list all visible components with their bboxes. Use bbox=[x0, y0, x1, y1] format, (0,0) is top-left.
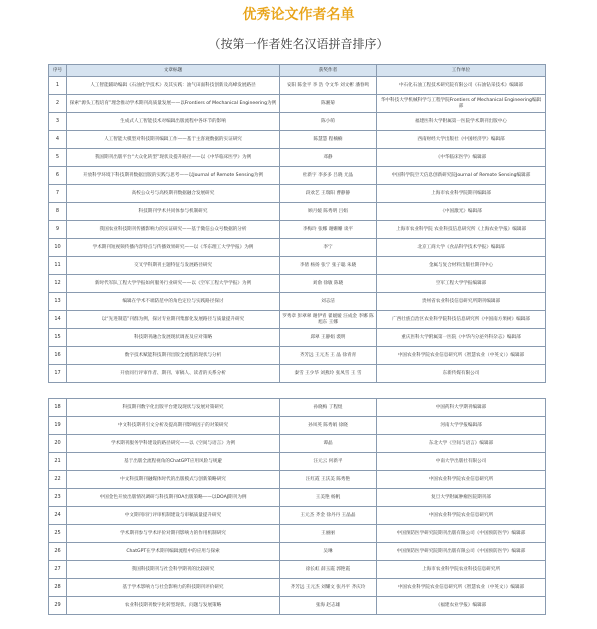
row-number: 3 bbox=[49, 113, 67, 131]
row-paper-title: 探索“源头工程培育”理念推动学术期刊高质量发展——以Frontiers of Mechanical Engineering为例 bbox=[67, 95, 280, 113]
row-authors: 邓静 bbox=[280, 149, 377, 167]
row-unit: 中南大学出版社有限公司 bbox=[377, 453, 546, 471]
authors-table-part-2 bbox=[48, 398, 546, 615]
row-number: 17 bbox=[49, 365, 67, 383]
row-authors: 吴琳 bbox=[280, 543, 377, 561]
table-row bbox=[49, 489, 546, 507]
row-number: 7 bbox=[49, 185, 67, 203]
header-title: 文章标题 bbox=[67, 65, 280, 77]
row-unit: 中国科学院空天信息创新研究院Journal of Remote Sensing编辑部 bbox=[377, 167, 546, 185]
row-authors: 李倩 杨扬 张宁 张子聪 朱晓 bbox=[280, 257, 377, 275]
row-authors: 陈慧慧 程楠楠 bbox=[280, 131, 377, 149]
row-unit: 中国药科大学期刊编辑部 bbox=[377, 399, 546, 417]
table-row bbox=[49, 417, 546, 435]
row-authors: 陈湘菊 bbox=[280, 95, 377, 113]
row-number: 26 bbox=[49, 543, 67, 561]
table-row bbox=[49, 131, 546, 149]
row-unit: 中国预防医学研究院期刊出版有限公司《中国预防医学》编辑部 bbox=[377, 525, 546, 543]
row-unit: 中国预防医学研究院期刊出版有限公司《中国预防医学》编辑部 bbox=[377, 543, 546, 561]
row-paper-title: 开放同行评审作者、期刊、审稿人、读者的关系分析 bbox=[67, 365, 280, 383]
row-paper-title: 新时代军队工程大学学报如何服务行业研究——以《空军工程大学学报》为例 bbox=[67, 275, 280, 293]
row-paper-title: 高校公众号与高校期刊数据融合发展研究 bbox=[67, 185, 280, 203]
authors-table-part-1 bbox=[48, 64, 546, 383]
row-unit: 《中国激光》编辑部 bbox=[377, 203, 546, 221]
row-paper-title: 科技期刊融合发展现状调查及应对策略 bbox=[67, 329, 280, 347]
row-unit: 中国农业科学院农业信息研究所 bbox=[377, 471, 546, 489]
row-unit: 中石化石油工程技术研究院有限公司《石油钻采技术》编辑部 bbox=[377, 77, 546, 95]
table-row bbox=[49, 597, 546, 615]
row-paper-title: 学术期刊服务学科建设的路径研究——以《空间与语言》为例 bbox=[67, 435, 280, 453]
row-unit: 广西壮族自治区农业科学院科技信息研究所《中国南方果树》编辑部 bbox=[377, 311, 546, 329]
row-number: 11 bbox=[49, 257, 67, 275]
row-authors: 陈小萌 bbox=[280, 113, 377, 131]
row-unit: 上海市农业科学院期刊编辑部 bbox=[377, 185, 546, 203]
row-unit: 东新传媒有限公司 bbox=[377, 365, 546, 383]
header-number: 序号 bbox=[49, 65, 67, 77]
row-paper-title: 中国金色开放出版情况调研与科技期刊OA出版策略——以DOAJ期刊为例 bbox=[67, 489, 280, 507]
row-unit: 贵州省农业科技信息研究所期刊编辑部 bbox=[377, 293, 546, 311]
row-number: 27 bbox=[49, 561, 67, 579]
row-paper-title: 基于学术影响力与社会影响力的科技期刊评价研究 bbox=[67, 579, 280, 597]
table-row bbox=[49, 95, 546, 113]
row-number: 9 bbox=[49, 221, 67, 239]
row-paper-title: 科技期刊学术共同体参与机制研究 bbox=[67, 203, 280, 221]
table-row bbox=[49, 257, 546, 275]
row-authors: 李梅玲 张娜 谢姗姗 谈平 bbox=[280, 221, 377, 239]
row-paper-title: 编辑在学术不端防范中的角色定位与实践路径探讨 bbox=[67, 293, 280, 311]
row-number: 2 bbox=[49, 95, 67, 113]
row-paper-title: 农业科技期刊数字化转型现状、问题与发展策略 bbox=[67, 597, 280, 615]
row-unit: 金属与复合材料出版社期刊中心 bbox=[377, 257, 546, 275]
row-unit: 《福建农业学报》编辑部 bbox=[377, 597, 546, 615]
row-number: 8 bbox=[49, 203, 67, 221]
table-row bbox=[49, 221, 546, 239]
table-header-row bbox=[49, 65, 546, 77]
row-number: 21 bbox=[49, 453, 67, 471]
row-number: 16 bbox=[49, 347, 67, 365]
row-authors: 李宁 bbox=[280, 239, 377, 257]
row-unit: 西南财经大学出版社《中国经济学》编辑部 bbox=[377, 131, 546, 149]
row-authors: 孙凤英 陈秀娟 徐晓 bbox=[280, 417, 377, 435]
table-row bbox=[49, 185, 546, 203]
row-authors: 安阳 陈金平 李 浩 令文华 刘文彬 潘春鸣 bbox=[280, 77, 377, 95]
row-paper-title: 人工智能大模型对科技期刊编辑工作——基于主客观数据的实证研究 bbox=[67, 131, 280, 149]
row-authors: 王美艳 杨帆 bbox=[280, 489, 377, 507]
row-authors: 刘志洁 bbox=[280, 293, 377, 311]
header-unit: 工作单位 bbox=[377, 65, 546, 77]
row-authors: 汪红霞 王沃美 陈秀艳 bbox=[280, 471, 377, 489]
row-paper-title: 交叉学科期刊主题特征与发展路径研究 bbox=[67, 257, 280, 275]
row-paper-title: 生成式人工智能技术对编辑出版流程中各环节的影响 bbox=[67, 113, 280, 131]
row-authors: 齐芳远 王元杰 王 晶 徐青青 bbox=[280, 347, 377, 365]
row-authors: 邱翠 王静娟 裘明 bbox=[280, 329, 377, 347]
page-title: 优秀论文作者名单 bbox=[242, 7, 355, 23]
row-unit: 中国农业科学院农业信息研究所《智慧农业（中英文）》编辑部 bbox=[377, 347, 546, 365]
row-unit: 上海市农业科学院农业科技信息研究所 bbox=[377, 561, 546, 579]
row-number: 24 bbox=[49, 507, 67, 525]
row-number: 13 bbox=[49, 293, 67, 311]
row-unit: 福建医科大学附属第一医院学术期刊出版中心 bbox=[377, 113, 546, 131]
row-number: 23 bbox=[49, 489, 67, 507]
row-number: 25 bbox=[49, 525, 67, 543]
table-row bbox=[49, 275, 546, 293]
table-row bbox=[49, 293, 546, 311]
row-number: 19 bbox=[49, 417, 67, 435]
row-unit: 河南大学学报编辑部 bbox=[377, 417, 546, 435]
row-unit: 复旦大学附属肿瘤医院期刊部 bbox=[377, 489, 546, 507]
row-paper-title: 以“先进制造”刊群为例，探讨专业期刊集群化发展路径与质量提升研究 bbox=[67, 311, 280, 329]
row-number: 15 bbox=[49, 329, 67, 347]
row-number: 14 bbox=[49, 311, 67, 329]
row-paper-title: 数字技术赋能科技期刊出版全流程的现状与分析 bbox=[67, 347, 280, 365]
table-row bbox=[49, 149, 546, 167]
table-row bbox=[49, 311, 546, 329]
row-number: 18 bbox=[49, 399, 67, 417]
row-number: 29 bbox=[49, 597, 67, 615]
row-authors: 王元杰 齐金 徐丹丹 王晶晶 bbox=[280, 507, 377, 525]
row-unit: 华中科技大学机械科学与工程学院Frontiers of Mechanical Engineering编辑部 bbox=[377, 95, 546, 113]
row-authors: 罗秀章 彭翠翠 谢伊青 翟媛媛 汪成金 李娜 陈旭东 王娜 bbox=[280, 311, 377, 329]
table-row bbox=[49, 77, 546, 95]
row-paper-title: 基于出版全流程视角的ChatGPT应用风险与规避 bbox=[67, 453, 280, 471]
row-authors: 徐长虹 薛玉霞 郭艳霞 bbox=[280, 561, 377, 579]
row-paper-title: 开放科学环境下科技期刊数据出版的实践与思考——以Journal of Remote Sensing为例 bbox=[67, 167, 280, 185]
table-row bbox=[49, 203, 546, 221]
row-unit: 中国农业科学院农业信息研究所《智慧农业（中英文）》编辑部 bbox=[377, 579, 546, 597]
row-number: 6 bbox=[49, 167, 67, 185]
row-authors: 张海 赵志雄 bbox=[280, 597, 377, 615]
row-authors: 齐芳远 王元杰 刘耀文 张丹平 齐庆玲 bbox=[280, 579, 377, 597]
table-row bbox=[49, 543, 546, 561]
row-authors: 顾月媛 陈秀明 吕娟 bbox=[280, 203, 377, 221]
row-authors: 汪元云 何新平 bbox=[280, 453, 377, 471]
row-paper-title: 中文期刊同行评审机制建设与审稿质量提升研究 bbox=[67, 507, 280, 525]
table-row bbox=[49, 167, 546, 185]
table-row bbox=[49, 561, 546, 579]
row-number: 4 bbox=[49, 131, 67, 149]
row-authors: 王丽丽 bbox=[280, 525, 377, 543]
row-paper-title: ChatGPT在学术期刊编辑流程中的应用与探索 bbox=[67, 543, 280, 561]
row-authors: 刘俞 徐敏 陈晓 bbox=[280, 275, 377, 293]
row-number: 20 bbox=[49, 435, 67, 453]
row-unit: 空军工程大学学报编辑部 bbox=[377, 275, 546, 293]
row-authors: 杜新宇 李多多 吕晓 尤晶 bbox=[280, 167, 377, 185]
table-row bbox=[49, 525, 546, 543]
row-unit: 重庆医科大学附属第一医院《中华内分泌外科杂志》编辑部 bbox=[377, 329, 546, 347]
row-number: 28 bbox=[49, 579, 67, 597]
row-number: 12 bbox=[49, 275, 67, 293]
table-row bbox=[49, 453, 546, 471]
row-paper-title: 学术期刊短视频传播内容特点与传播效果研究——以《华东理工大学学报》为例 bbox=[67, 239, 280, 257]
row-unit: 东北大学《空间与语言》编辑部 bbox=[377, 435, 546, 453]
row-authors: 段欢艺 王瑞阳 曹静静 bbox=[280, 185, 377, 203]
table-row bbox=[49, 239, 546, 257]
row-number: 1 bbox=[49, 77, 67, 95]
row-paper-title: 中文科技期刊融媒体时代的出版模式与创新策略研究 bbox=[67, 471, 280, 489]
page-subtitle: （按第一作者姓名汉语拼音排序） bbox=[208, 37, 389, 51]
row-paper-title: 中文科技期刊引文分析及提高期刊影响因子的对策研究 bbox=[67, 417, 280, 435]
row-authors: 孙晓梅 丁程煜 bbox=[280, 399, 377, 417]
table-row bbox=[49, 435, 546, 453]
table-row bbox=[49, 579, 546, 597]
row-number: 10 bbox=[49, 239, 67, 257]
row-paper-title: 科技期刊数字化出版平台建设现状与发展对策研究 bbox=[67, 399, 280, 417]
row-unit: 北京工商大学《食品科学技术学报》编辑部 bbox=[377, 239, 546, 257]
table-row bbox=[49, 399, 546, 417]
row-number: 5 bbox=[49, 149, 67, 167]
row-unit: 上海市农业科学院 农业科技信息研究所《上海农业学报》编辑部 bbox=[377, 221, 546, 239]
row-unit: 中国农业科学院农业信息研究所 bbox=[377, 507, 546, 525]
row-paper-title: 我国科技期刊与社会科学期刊的比较研究 bbox=[67, 561, 280, 579]
table-row bbox=[49, 365, 546, 383]
row-paper-title: 人工智能辅助编辑《石油化学技术》及其实践：油气田面科技创新及高峰发展路径 bbox=[67, 77, 280, 95]
table-row bbox=[49, 113, 546, 131]
row-authors: 谭晶 bbox=[280, 435, 377, 453]
row-authors: 秦雪 王少华 刘燕玲 张凤雪 王 雪 bbox=[280, 365, 377, 383]
header-authors: 获奖作者 bbox=[280, 65, 377, 77]
row-number: 22 bbox=[49, 471, 67, 489]
table-row bbox=[49, 329, 546, 347]
row-unit: 《中华临床医学》编辑部 bbox=[377, 149, 546, 167]
row-paper-title: 我国期刊出版平台“大众化转型”现状及提升路径——以《中华临床医学》为例 bbox=[67, 149, 280, 167]
table-row bbox=[49, 507, 546, 525]
row-paper-title: 学术期刊参与学术评价对期刊影响力的作用机制研究 bbox=[67, 525, 280, 543]
table-row bbox=[49, 347, 546, 365]
row-paper-title: 我国农业科技期刊传播影响力的实证研究——基于微信公众号数据的分析 bbox=[67, 221, 280, 239]
table-row bbox=[49, 471, 546, 489]
